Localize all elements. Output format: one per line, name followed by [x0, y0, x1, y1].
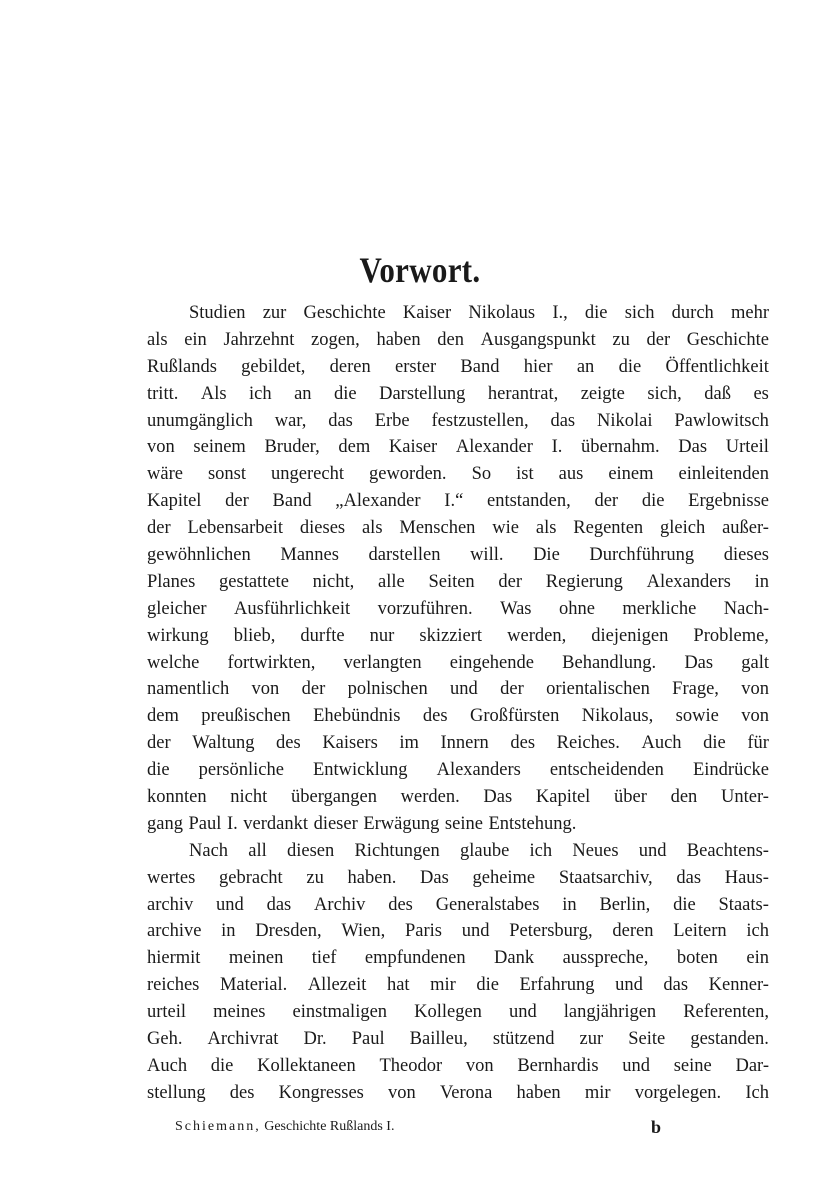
sheet-signature: b: [651, 1117, 662, 1137]
text-line: Planes gestattete nicht, alle Seiten der Regierung Alexanders in: [147, 571, 769, 592]
text-line: als ein Jahrzehnt zogen, haben den Ausgangspunkt zu der Geschichte: [147, 329, 769, 350]
page-title: Vorwort.: [359, 250, 481, 291]
text-line: urteil meines einstmaligen Kollegen und langjährigen Referenten,: [147, 1002, 769, 1023]
footer-work: Geschichte Rußlands I.: [264, 1119, 395, 1134]
text-line: Geh. Archivrat Dr. Paul Bailleu, stützend zur Seite gestanden.: [147, 1029, 769, 1050]
text-line: der Lebensarbeit dieses als Menschen wie als Regenten gleich außer-: [147, 518, 769, 539]
text-line: stellung des Kongresses von Verona haben mir vorgelegen. Ich: [147, 1082, 769, 1103]
footer-author: Schiemann,: [175, 1119, 261, 1134]
text-line: von seinem Bruder, dem Kaiser Alexander I. übernahm. Das Urteil: [147, 437, 769, 458]
text-line: Nach all diesen Richtungen glaube ich Neues und Beachtens-: [189, 840, 769, 861]
text-line: archiv und das Archiv des Generalstabes in Berlin, die Staats-: [147, 894, 769, 915]
text-line: Auch die Kollektaneen Theodor von Bernhardis und seine Dar-: [147, 1055, 769, 1076]
text-line: wäre sonst ungerecht geworden. So ist aus einem einleitenden: [147, 464, 769, 485]
text-line: unumgänglich war, das Erbe festzustellen, das Nikolai Pawlowitsch: [147, 410, 769, 431]
text-line: archive in Dresden, Wien, Paris und Petersburg, deren Leitern ich: [147, 921, 769, 942]
text-line: Rußlands gebildet, deren erster Band hier an die Öffentlichkeit: [147, 356, 769, 377]
text-line: tritt. Als ich an die Darstellung herantrat, zeigte sich, daß es: [147, 383, 769, 404]
text-line: wertes gebracht zu haben. Das geheime Staatsarchiv, das Haus-: [147, 867, 769, 888]
text-line: welche fortwirkten, verlangten eingehende Behandlung. Das galt: [147, 652, 769, 673]
text-line: Kapitel der Band „Alexander I.“ entstanden, der die Ergebnisse: [147, 491, 769, 512]
text-line: hiermit meinen tief empfundenen Dank ausspreche, boten ein: [147, 948, 769, 969]
text-line: dem preußischen Ehebündnis des Großfürsten Nikolaus, sowie von: [147, 706, 769, 727]
body-text: [147, 300, 769, 1107]
text-line: wirkung blieb, durfte nur skizziert werden, diejenigen Probleme,: [147, 625, 769, 646]
text-line: konnten nicht übergangen werden. Das Kapitel über den Unter-: [147, 787, 769, 808]
text-line: reiches Material. Allezeit hat mir die Erfahrung und das Kenner-: [147, 975, 769, 996]
text-line: der Waltung des Kaisers im Innern des Reiches. Auch die für: [147, 733, 769, 754]
page-footer: [175, 1116, 675, 1138]
text-line: gleicher Ausführlichkeit vorzuführen. Was ohne merkliche Nach-: [147, 598, 769, 619]
text-line: gang Paul I. verdankt dieser Erwägung seine Entstehung.: [147, 813, 577, 834]
text-line: gewöhnlichen Mannes darstellen will. Die Durchführung dieses: [147, 545, 769, 566]
text-line: namentlich von der polnischen und der orientalischen Frage, von: [147, 679, 769, 700]
text-line: die persönliche Entwicklung Alexanders entscheidenden Eindrücke: [147, 760, 769, 781]
text-line: Studien zur Geschichte Kaiser Nikolaus I., die sich durch mehr: [189, 303, 769, 323]
